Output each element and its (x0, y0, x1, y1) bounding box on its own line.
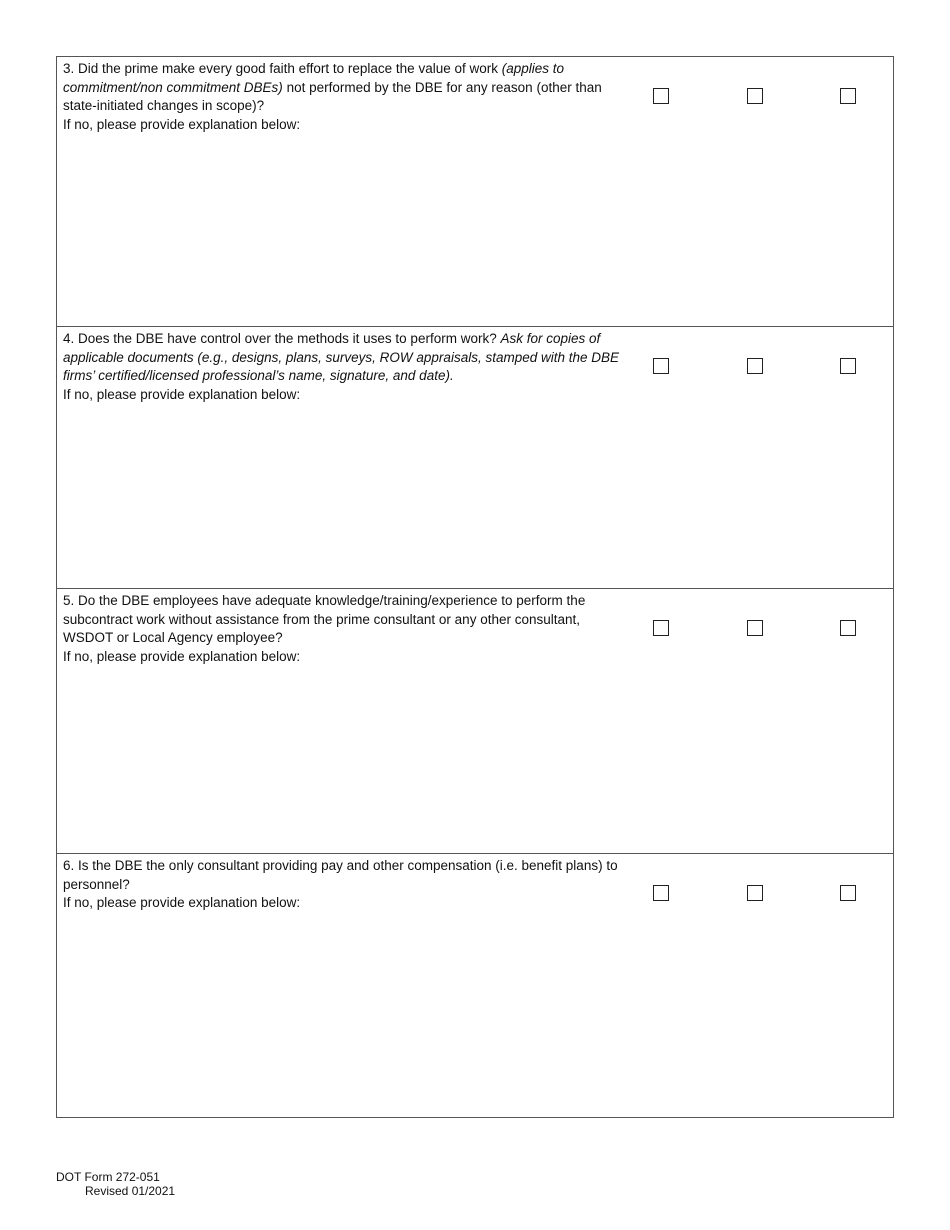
questionnaire-table (56, 56, 894, 1118)
form-number: DOT Form 272-051 (56, 1170, 160, 1184)
question-text-5 (63, 592, 623, 666)
checkbox-col2-q5[interactable] (747, 620, 763, 636)
revision-date: Revised 01/2021 (85, 1184, 176, 1198)
question-row-3 (57, 57, 893, 327)
question-row-5 (57, 589, 893, 854)
question-prompt (63, 330, 623, 386)
checkbox-col1-q5[interactable] (653, 620, 669, 636)
checkbox-col2-q3[interactable] (747, 88, 763, 104)
question-segment: 3. Did the prime make every good faith effort to replace the value of work (63, 61, 502, 76)
question-text-6 (63, 857, 623, 913)
question-text-3 (63, 60, 623, 134)
question-segment: 5. Do the DBE employees have adequate knowledge/training/experience to perform the subcontract work without assistance from the prime consultant or any other consultant, WSDOT or Local Agency employee? (63, 593, 586, 645)
question-segment-italic: Ask for copies of applicable documents (e.g., designs, plans, surveys, ROW appraisals, stamped with the DBE firms’ certified/licensed professional’s name, signature, and date). (63, 331, 620, 383)
checkbox-col1-q3[interactable] (653, 88, 669, 104)
checkbox-col3-q4[interactable] (840, 358, 856, 374)
checkbox-col2-q6[interactable] (747, 885, 763, 901)
question-prompt (63, 60, 623, 116)
checkbox-col3-q5[interactable] (840, 620, 856, 636)
explanation-prompt: If no, please provide explanation below: (63, 386, 301, 402)
checkbox-col1-q4[interactable] (653, 358, 669, 374)
explanation-prompt: If no, please provide explanation below: (63, 116, 301, 132)
question-row-4 (57, 327, 893, 589)
question-segment: not performed by the DBE for any reason (other than state-initiated changes in scope)? (63, 79, 602, 113)
form-footer (56, 1170, 175, 1198)
question-prompt (63, 592, 623, 648)
question-segment: 4. Does the DBE have control over the methods it uses to perform work? (63, 331, 501, 346)
checkbox-col1-q6[interactable] (653, 885, 669, 901)
checkbox-col3-q3[interactable] (840, 88, 856, 104)
checkbox-col3-q6[interactable] (840, 885, 856, 901)
explanation-prompt: If no, please provide explanation below: (63, 648, 301, 664)
question-segment: 6. Is the DBE the only consultant providing pay and other compensation (i.e. benefit plans) to personnel? (63, 858, 618, 892)
question-text-4 (63, 330, 623, 404)
question-segment-italic: (applies to commitment/non commitment DBEs) (63, 61, 565, 95)
question-prompt (63, 857, 623, 894)
explanation-prompt: If no, please provide explanation below: (63, 895, 301, 910)
question-row-6 (57, 854, 893, 1117)
checkbox-col2-q4[interactable] (747, 358, 763, 374)
